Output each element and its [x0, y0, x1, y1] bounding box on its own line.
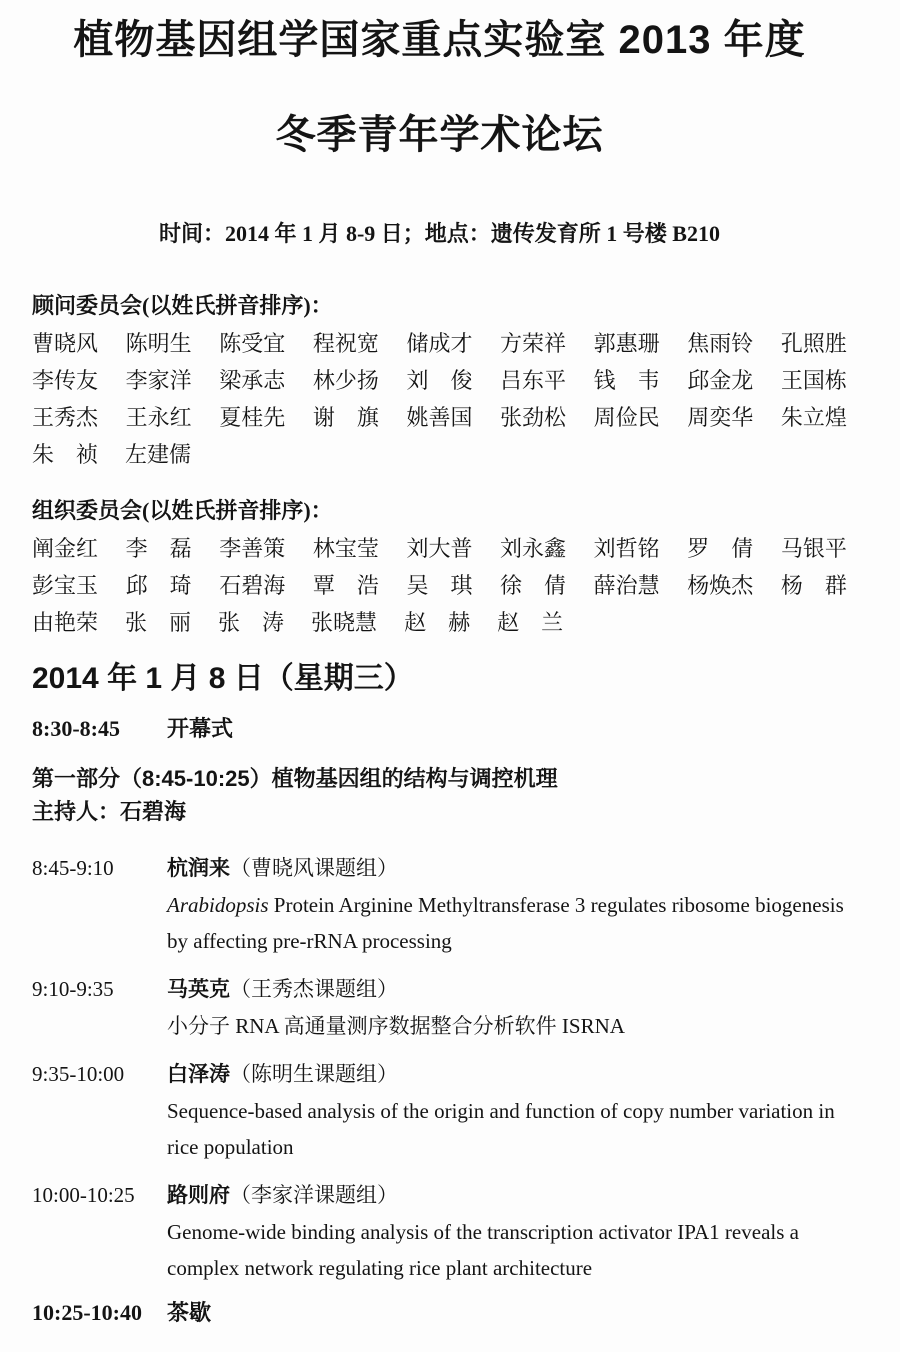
organizing-committee-heading: 组织委员会(以姓氏拼音排序)：: [32, 498, 333, 523]
person-name: 张 丽: [125, 610, 192, 635]
talk-header: [167, 971, 625, 1008]
person-name: 王永红: [125, 405, 192, 430]
talk-title-segment: Protein Arginine Methyltransferase 3 regulates ribosome biogenesis by affecting pre-rRNA processing: [167, 893, 844, 953]
person-name: 李善策: [219, 536, 286, 561]
committee-name-row: [32, 362, 847, 399]
person-name: 曹晓风: [32, 331, 99, 356]
talk-header: [167, 850, 847, 887]
person-name: 覃 浩: [312, 573, 379, 598]
person-name: 杨 群: [780, 573, 847, 598]
person-name: 刘哲铭: [593, 536, 660, 561]
person-name: 阐金红: [32, 536, 99, 561]
talk-title-segment: Genome-wide binding analysis of the transcription activator IPA1 reveals a complex network regulating rice plant architecture: [167, 1220, 799, 1280]
talk-time: 10:00-10:25: [32, 1183, 135, 1207]
advisory-committee-section: [32, 292, 847, 473]
advisory-committee-heading: 顾问委员会(以姓氏拼音排序)：: [32, 293, 333, 318]
opening-ceremony-row: [32, 714, 847, 744]
person-name: 焦雨铃: [687, 331, 754, 356]
tea-break-row: [32, 1298, 847, 1328]
talk-body: [167, 971, 625, 1044]
talk-body: [167, 1056, 847, 1165]
person-name: 李家洋: [125, 368, 192, 393]
talk-research-group: （王秀杰课题组）: [230, 977, 398, 1001]
talk-item: [32, 971, 847, 1044]
talk-speaker: 马英克: [167, 978, 230, 1001]
person-name: 彭宝玉: [32, 573, 99, 598]
person-name: 罗 倩: [687, 536, 754, 561]
person-name: 徐 倩: [500, 573, 567, 598]
organizing-committee-names: [32, 530, 847, 641]
person-name: 陈受宜: [219, 331, 286, 356]
person-name: 吴 琪: [406, 573, 473, 598]
opening-label: 开幕式: [167, 716, 234, 741]
committee-name-row: [32, 604, 847, 641]
person-name: 储成才: [406, 331, 473, 356]
talk-time: 9:10-9:35: [32, 977, 114, 1001]
person-name: 夏桂先: [219, 405, 286, 430]
committee-name-row: [32, 567, 847, 604]
talk-speaker: 路则府: [167, 1184, 230, 1207]
committee-name-row: [32, 436, 847, 473]
talk-research-group: （李家洋课题组）: [230, 1183, 398, 1207]
talk-title-segment: 小分子 RNA 高通量测序数据整合分析软件 ISRNA: [167, 1014, 625, 1038]
person-name: 杨焕杰: [687, 573, 754, 598]
person-name: 林少扬: [312, 368, 379, 393]
person-name: 王国栋: [780, 368, 847, 393]
session1-heading: 第一部分（8:45-10:25）植物基因组的结构与调控机理: [32, 766, 558, 791]
tea-break-label: 茶歇: [167, 1300, 212, 1325]
person-name: 赵 赫: [404, 610, 471, 635]
schedule-date-heading: 2014 年 1 月 8 日（星期三）: [32, 662, 414, 695]
opening-time: 8:30-8:45: [32, 716, 120, 741]
person-name: 梁承志: [219, 368, 286, 393]
talk-time: 9:35-10:00: [32, 1062, 125, 1086]
person-name: 谢 旗: [312, 405, 379, 430]
talk-research-group: （陈明生课题组）: [230, 1062, 398, 1086]
document-title-line2: 冬季青年学术论坛: [275, 113, 604, 157]
talk-item: [32, 850, 847, 959]
person-name: 刘永鑫: [500, 536, 567, 561]
person-name: 林宝莹: [312, 536, 379, 561]
person-name: 姚善国: [406, 405, 473, 430]
person-name: 方荣祥: [500, 331, 567, 356]
person-name: 陈明生: [125, 331, 192, 356]
talk-title-italic-segment: Arabidopsis: [167, 893, 269, 917]
person-name: 薛治慧: [593, 573, 660, 598]
committee-name-row: [32, 325, 847, 362]
person-name: 邱金龙: [687, 368, 754, 393]
talk-title: [167, 1093, 847, 1165]
session1-chair: 主持人：石碧海: [32, 799, 187, 824]
talk-header: [167, 1177, 847, 1214]
person-name: 钱 韦: [593, 368, 660, 393]
talk-item: [32, 1056, 847, 1165]
person-name: 李传友: [32, 368, 99, 393]
person-name: 吕东平: [500, 368, 567, 393]
talk-speaker: 杭润来: [167, 857, 230, 880]
advisory-committee-names: [32, 325, 847, 473]
person-name: 刘大普: [406, 536, 473, 561]
person-name: 郭惠珊: [593, 331, 660, 356]
talk-header: [167, 1056, 847, 1093]
person-name: 张劲松: [500, 405, 567, 430]
person-name: 左建儒: [125, 442, 192, 467]
person-name: 周俭民: [593, 405, 660, 430]
talk-item: [32, 1177, 847, 1286]
talk-title: [167, 1008, 625, 1044]
talk-list: [32, 850, 847, 1286]
person-name: 张 涛: [218, 610, 285, 635]
committee-name-row: [32, 399, 847, 436]
tea-break-time: 10:25-10:40: [32, 1300, 142, 1325]
person-name: 石碧海: [219, 573, 286, 598]
person-name: 王秀杰: [32, 405, 99, 430]
document-title-line1: 植物基因组学国家重点实验室 2013 年度: [73, 18, 806, 62]
person-name: 孔照胜: [780, 331, 847, 356]
person-name: 程祝宽: [312, 331, 379, 356]
talk-time: 8:45-9:10: [32, 856, 114, 880]
person-name: 李 磊: [125, 536, 192, 561]
talk-title: [167, 1214, 847, 1286]
person-name: 周奕华: [687, 405, 754, 430]
person-name: 张晓慧: [311, 610, 378, 635]
talk-body: [167, 850, 847, 959]
person-name: 马银平: [780, 536, 847, 561]
person-name: 刘 俊: [406, 368, 473, 393]
talk-title-segment: Sequence-based analysis of the origin and function of copy number variation in rice population: [167, 1099, 835, 1159]
person-name: 朱立煌: [780, 405, 847, 430]
talk-body: [167, 1177, 847, 1286]
person-name: 由艳荣: [32, 610, 99, 635]
event-time-location: 时间：2014 年 1 月 8-9 日；地点：遗传发育所 1 号楼 B210: [158, 221, 720, 246]
organizing-committee-section: [32, 497, 847, 641]
person-name: 邱 琦: [125, 573, 192, 598]
talk-research-group: （曹晓风课题组）: [230, 856, 398, 880]
talk-speaker: 白泽涛: [167, 1063, 230, 1086]
committee-name-row: [32, 530, 847, 567]
person-name: 赵 兰: [497, 610, 564, 635]
talk-title: [167, 887, 847, 959]
person-name: 朱 祯: [32, 442, 99, 467]
